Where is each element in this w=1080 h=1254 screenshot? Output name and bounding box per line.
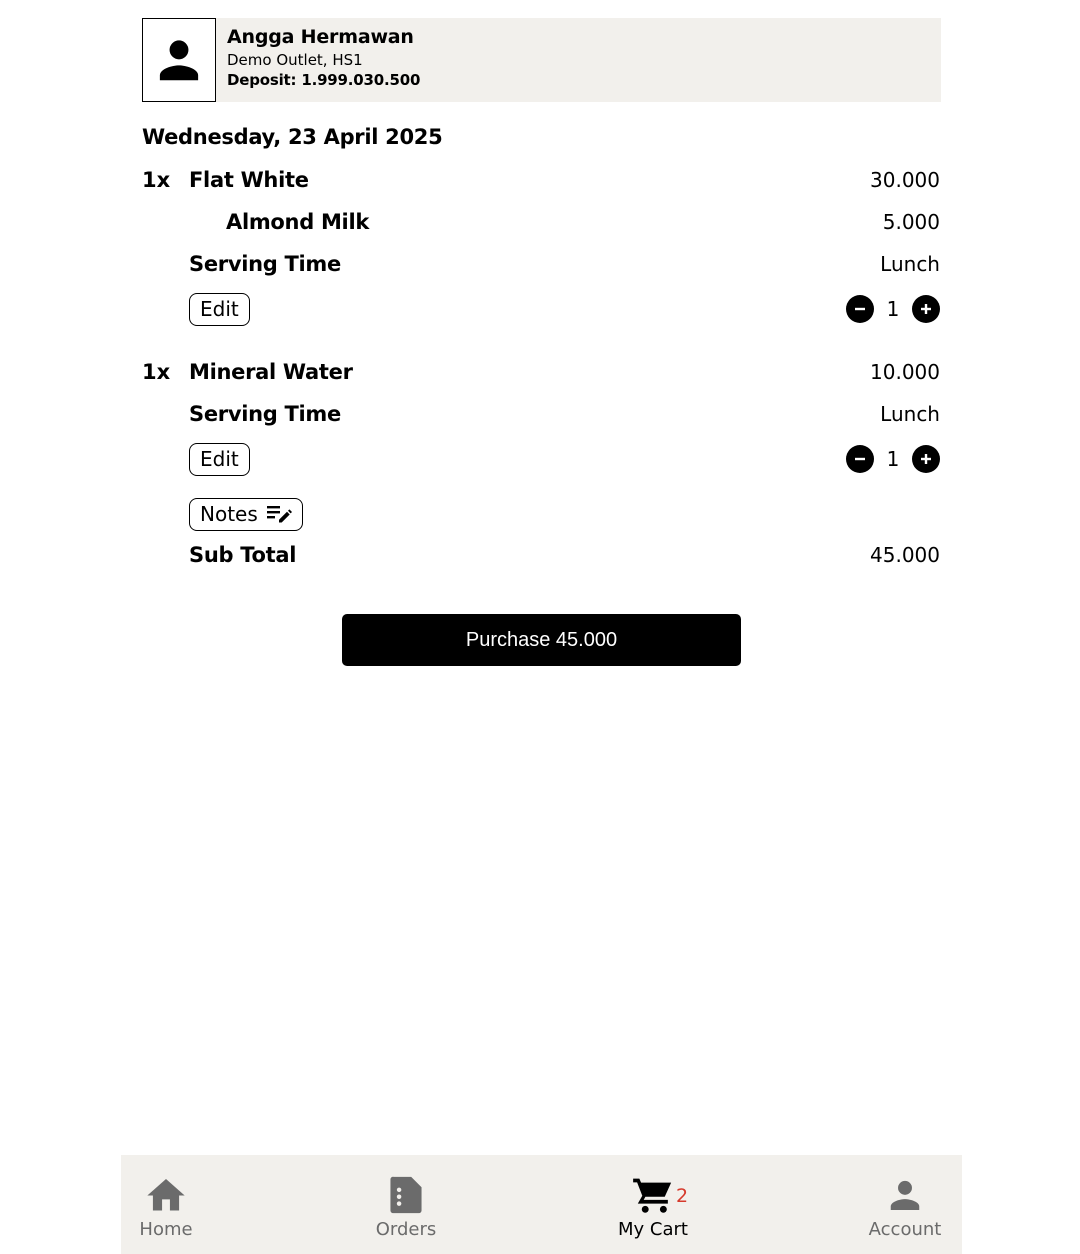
item-qty: 1x [142, 360, 171, 384]
item-name: Flat White [189, 168, 309, 192]
quantity-stepper [846, 295, 940, 323]
purchase-button[interactable]: Purchase 45.000 [342, 614, 741, 666]
nav-cart[interactable] [616, 1155, 690, 1254]
profile-outlet: Demo Outlet, HS1 [227, 51, 363, 69]
increase-button[interactable] [912, 295, 940, 323]
plus-icon [918, 451, 934, 467]
notes-button[interactable] [189, 498, 303, 531]
serving-time-row [142, 252, 940, 276]
minus-icon [852, 451, 868, 467]
nav-orders-label: Orders [375, 1219, 437, 1240]
edit-note-icon [266, 503, 292, 525]
quantity-value: 1 [886, 447, 900, 471]
subtotal-row [142, 543, 940, 567]
cart-count-badge: 2 [676, 1185, 689, 1207]
subtotal-label: Sub Total [189, 543, 297, 567]
nav-orders[interactable] [376, 1155, 436, 1254]
subtotal-value: 45.000 [870, 543, 940, 567]
bottom-nav [121, 1155, 962, 1254]
nav-account-label: Account [868, 1219, 942, 1240]
nav-cart-label: My Cart [618, 1219, 688, 1240]
edit-button[interactable]: Edit [189, 443, 250, 476]
notes-row [142, 497, 940, 531]
addon-price: 5.000 [882, 210, 940, 234]
notes-label: Notes [200, 502, 258, 526]
nav-account[interactable] [868, 1155, 942, 1254]
serving-time-label: Serving Time [189, 252, 341, 276]
cart-item-row [142, 168, 940, 192]
plus-icon [918, 301, 934, 317]
orders-icon [388, 1176, 424, 1214]
item-actions-row [142, 292, 940, 326]
quantity-stepper [846, 445, 940, 473]
profile-card [142, 18, 941, 102]
serving-time-value: Lunch [880, 402, 940, 426]
addon-row [142, 210, 940, 234]
addon-name: Almond Milk [226, 210, 370, 234]
serving-time-value: Lunch [880, 252, 940, 276]
nav-home[interactable] [141, 1155, 191, 1254]
item-price: 10.000 [870, 360, 940, 384]
item-qty: 1x [142, 168, 171, 192]
quantity-value: 1 [886, 297, 900, 321]
serving-time-label: Serving Time [189, 402, 341, 426]
item-actions-row [142, 442, 940, 476]
decrease-button[interactable] [846, 295, 874, 323]
item-price: 30.000 [870, 168, 940, 192]
profile-name: Angga Hermawan [227, 26, 414, 48]
serving-time-row [142, 402, 940, 426]
cart-item-row [142, 360, 940, 384]
account-icon [886, 1176, 924, 1214]
edit-button[interactable]: Edit [189, 293, 250, 326]
nav-home-label: Home [139, 1219, 193, 1240]
item-name: Mineral Water [189, 360, 353, 384]
decrease-button[interactable] [846, 445, 874, 473]
profile-deposit: Deposit: 1.999.030.500 [227, 71, 421, 89]
cart-icon [632, 1176, 674, 1214]
person-icon [152, 33, 206, 87]
order-date: Wednesday, 23 April 2025 [142, 125, 443, 149]
home-icon [146, 1177, 186, 1213]
avatar [142, 18, 216, 102]
increase-button[interactable] [912, 445, 940, 473]
minus-icon [852, 301, 868, 317]
